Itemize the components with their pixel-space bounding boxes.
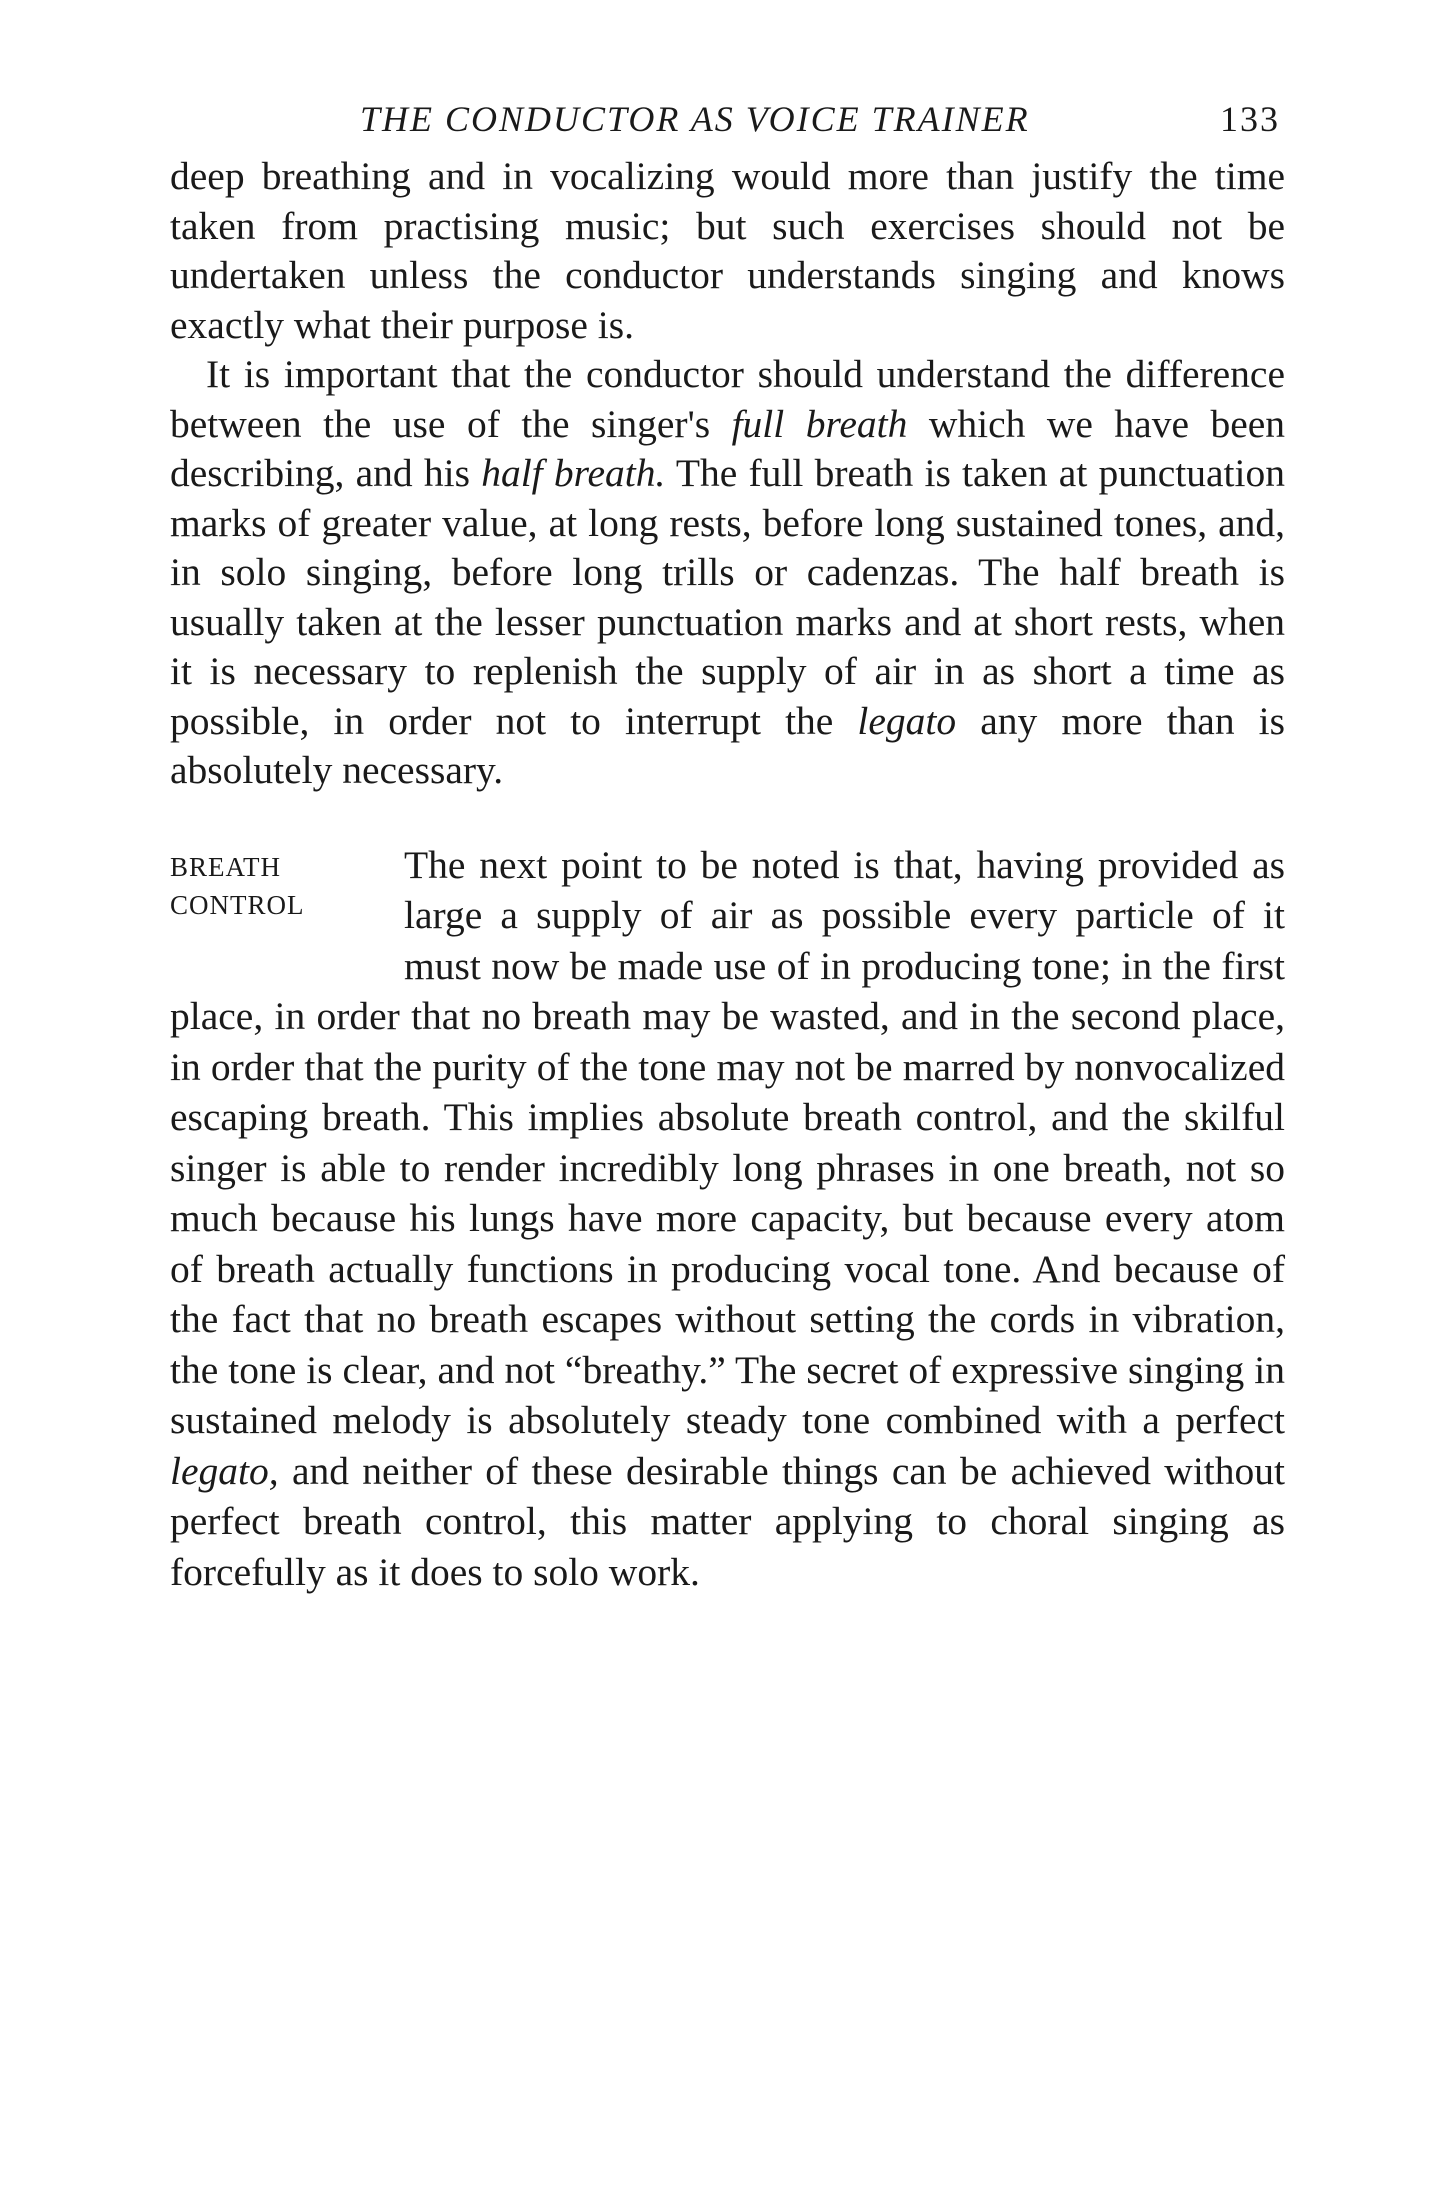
running-title: THE CONDUCTOR AS VOICE TRAINER — [360, 99, 1030, 139]
section-breath-control — [170, 840, 1285, 1598]
para2-italic-half-breath: half breath. — [481, 451, 666, 495]
paragraph-full-half-breath — [170, 350, 1285, 796]
para2-italic-full-breath: full breath — [731, 401, 908, 446]
running-header — [170, 90, 1285, 150]
para2-text-1: It is important that the conductor should understand the difference between the use of the singer's — [170, 352, 1285, 446]
para2-italic-legato: legato — [857, 698, 957, 743]
margin-heading-line-2: CONTROL — [170, 889, 305, 920]
paragraph-continued: deep breathing and in vocalizing would more than justify the time taken from practising music; but such exercises should not be undertaken unless the conductor understands singing and knows exactly what their purpose is. — [170, 154, 1285, 347]
book-page — [170, 90, 1285, 1597]
paragraph-breath-control — [170, 840, 1285, 1598]
margin-heading-line-1: BREATH — [170, 851, 282, 882]
para3-text-1: The next point to be noted is that, having provided as large a supply of air as possible every particle of it must now be made use of in producing tone; in the first place, in order that no breath may be wasted, and in the second place, in order that the purity of the tone may not be marred by nonvocalized escaping breath. This implies absolute breath control, and the skilful singer is able to render incredibly long phrases in one breath, not so much because his lungs have more capacity, but because every atom of breath actually functions in producing vocal tone. And because of the fact that no breath escapes without setting the cords in vibration, the tone is clear, and not “breathy.” The secret of expressive singing in sustained melody is absolutely steady tone combined with a perfect — [170, 842, 1285, 1442]
para2-text-3: The full breath is taken at punctuation marks of greater value, at long rests, before long sustained tones, and, in solo singing, before long trills or cadenzas. The half breath is usually taken at the lesser punctuation marks and at short rests, when it is necessary to replenish the supply of air in as short a time as possible, in order not to interrupt the — [170, 451, 1285, 743]
para2-text-4: any more than is absolutely necessary. — [170, 698, 1286, 792]
page-number: 133 — [1220, 99, 1280, 139]
para3-text-2: and neither of these desirable things can be achieved without perfect breath control, this matter applying to choral singing as forcefully as it does to solo work. — [170, 1448, 1285, 1594]
para3-italic-legato: legato, — [170, 1448, 279, 1493]
para2-text-2: which we have been describing, and his — [170, 401, 1286, 495]
margin-heading — [170, 848, 305, 924]
